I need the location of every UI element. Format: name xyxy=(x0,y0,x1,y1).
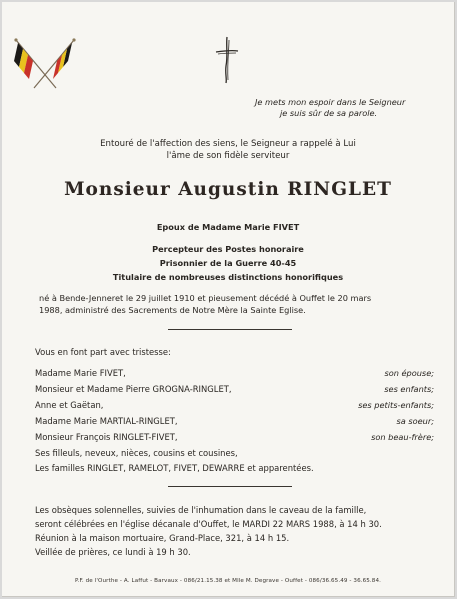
bio-line-2: 1988, administré des Sacrements de Notre Mère la Sainte Eglise. xyxy=(39,305,306,315)
mourner-relation: son épouse; xyxy=(384,368,434,378)
mourner-name: Anne et Gaëtan, xyxy=(35,400,104,410)
divider xyxy=(168,486,292,487)
funeral-line-3: Réunion à la maison mortuaire, Grand-Place, 321, à 14 h 15. xyxy=(35,533,290,543)
cross-icon xyxy=(215,36,239,84)
funeral-line-2: seront célébrées en l'église décanale d'Ouffet, le MARDI 22 MARS 1988, à 14 h 30. xyxy=(35,519,382,529)
divider xyxy=(168,329,292,330)
bio-line-1: né à Bende-Jenneret le 29 juillet 1910 et pieusement décédé à Ouffet le 20 mars xyxy=(39,293,372,303)
mourner-name: Madame Marie MARTIAL-RINGLET, xyxy=(35,416,178,426)
deceased-name xyxy=(2,179,454,200)
mourner-relation: ses enfants; xyxy=(384,384,434,394)
deceased-last-name: RINGLET xyxy=(287,179,392,200)
funeral-line-1: Les obsèques solennelles, suivies de l'inhumation dans le caveau de la famille, xyxy=(35,505,367,515)
title-line-2: Prisonnier de la Guerre 40-45 xyxy=(159,258,297,268)
funeral-line-4: Veillée de prières, ce lundi à 19 h 30. xyxy=(35,547,191,557)
announce-line: Vous en font part avec tristesse: xyxy=(35,347,171,357)
footer-funeral-home: P.F. de l'Ourthe - A. Laffut - Barvaux - 086/21.15.38 et Mlle M. Degrave - Ouffet - 086/36.65.49 - 36.65.84. xyxy=(74,578,381,584)
mourner-relation: sa soeur; xyxy=(396,416,434,426)
mourner-relation: ses petits-enfants; xyxy=(358,400,434,410)
mourner-name: Monsieur et Madame Pierre GROGNA-RINGLET, xyxy=(35,384,232,394)
quote-line-1: Je mets mon espoir dans le Seigneur xyxy=(255,97,406,107)
relatives-line-1: Ses filleuls, neveux, nièces, cousins et cousines, xyxy=(35,448,238,458)
crossed-flags-icon xyxy=(10,36,80,96)
deceased-first-name: Monsieur Augustin xyxy=(64,179,280,200)
intro-line-2: l'âme de son fidèle serviteur xyxy=(166,151,290,161)
intro-line-1: Entouré de l'affection des siens, le Seigneur a rappelé à Lui xyxy=(100,139,356,149)
obituary-card xyxy=(2,2,455,597)
title-line-1: Percepteur des Postes honoraire xyxy=(152,244,304,254)
relatives-line-2: Les familles RINGLET, RAMELOT, FIVET, DEWARRE et apparentées. xyxy=(35,463,314,473)
mourner-relation: son beau-frère; xyxy=(371,432,434,442)
spouse-line: Epoux de Madame Marie FIVET xyxy=(156,222,300,232)
mourner-name: Madame Marie FIVET, xyxy=(35,368,126,378)
quote-line-2: je suis sûr de sa parole. xyxy=(280,108,378,118)
mourner-name: Monsieur François RINGLET-FIVET, xyxy=(35,432,178,442)
title-line-3: Titulaire de nombreuses distinctions honorifiques xyxy=(112,272,344,282)
